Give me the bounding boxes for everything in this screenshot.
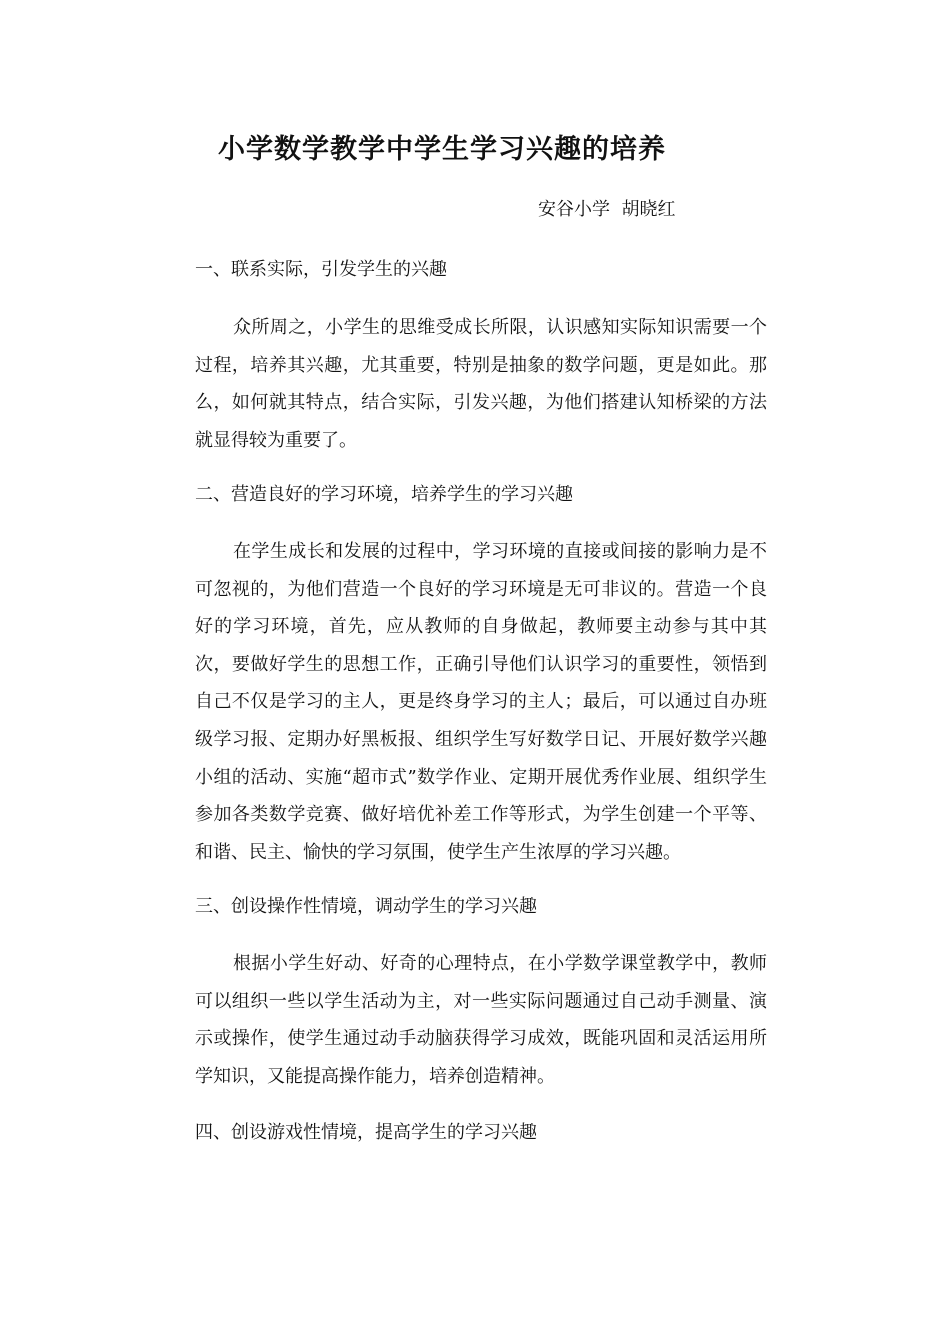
- section-body-1: 众所周之，小学生的思维受成长所限，认识感知实际知识需要一个过程，培养其兴趣，尤其重要，特别是抽象的数学问题，更是如此。那么，如何就其特点，结合实际，引发兴趣，为他们搭建认知桥梁的方法就显得较为重要了。: [195, 317, 767, 451]
- section-heading-3: 三、创设操作性情境，调动学生的学习兴趣: [195, 896, 537, 917]
- section-heading-4: 四、创设游戏性情境，提高学生的学习兴趣: [195, 1122, 537, 1143]
- section-body-3: 根据小学生好动、好奇的心理特点，在小学数学课堂教学中，教师可以组织一些以学生活动为主，对一些实际问题通过自己动手测量、演示或操作，使学生通过动手动脑获得学习成效，既能巩固和灵活运用所学知识，又能提高操作能力，培养创造精神。: [195, 953, 767, 1087]
- author-line: 安谷小学 胡晓红: [538, 199, 676, 220]
- document-title: 小学数学教学中学生学习兴趣的培养: [218, 134, 666, 165]
- section-heading-1: 一、联系实际，引发学生的兴趣: [195, 259, 447, 280]
- section-body-2: 在学生成长和发展的过程中，学习环境的直接或间接的影响力是不可忽视的，为他们营造一个良好的学习环境是无可非议的。营造一个良好的学习环境，首先，应从教师的自身做起，教师要主动参与其中其次，要做好学生的思想工作，正确引导他们认识学习的重要性，领悟到自己不仅是学习的主人，更是终身学习的主人；最后，可以通过自办班级学习报、定期办好黑板报、组织学生写好数学日记、开展好数学兴趣小组的活动、实施“超市式”数学作业、定期开展优秀作业展、组织学生参加各类数学竞赛、做好培优补差工作等形式，为学生创建一个平等、和谐、民主、愉快的学习氛围，使学生产生浓厚的学习兴趣。: [195, 541, 767, 863]
- section-heading-2: 二、营造良好的学习环境，培养学生的学习兴趣: [195, 484, 573, 505]
